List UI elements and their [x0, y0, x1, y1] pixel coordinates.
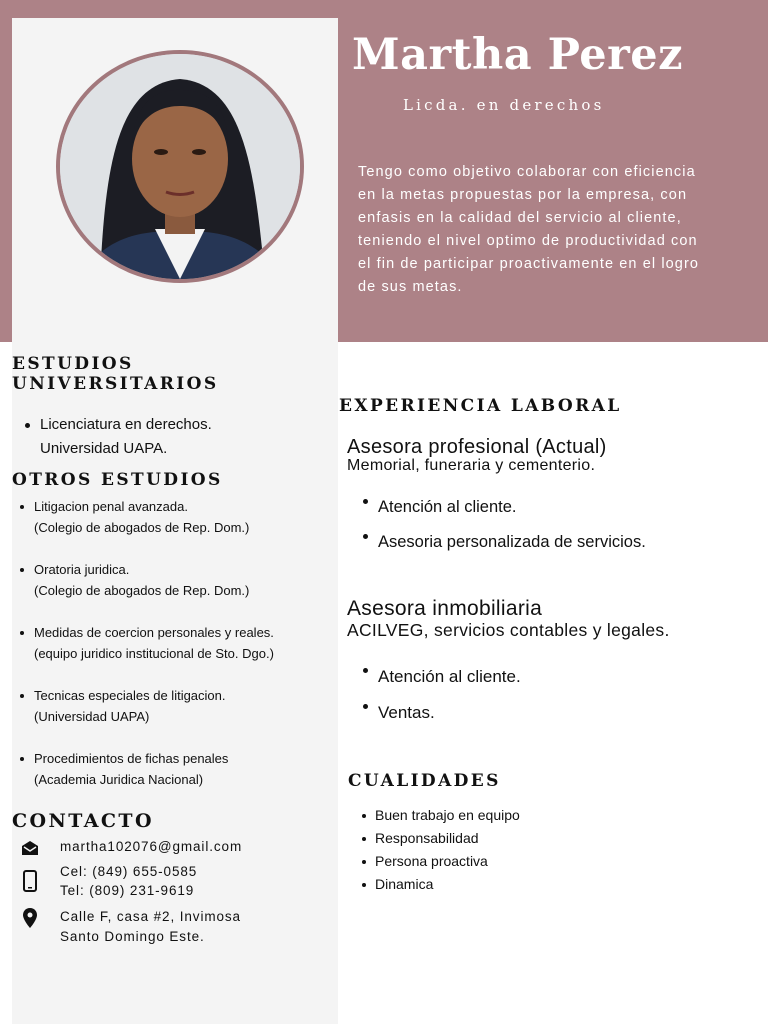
study-name: Litigacion penal avanzada. [34, 499, 188, 514]
other-study-item [18, 748, 334, 790]
education-degree: Licenciatura en derechos. [40, 416, 212, 433]
career-summary [358, 161, 753, 299]
summary-line: el fin de participar proactivamente en el logro [358, 256, 700, 272]
study-institution: (Universidad UAPA) [34, 709, 150, 724]
summary-line: Tengo como objetivo colaborar con eficiencia [358, 164, 696, 180]
quality-item: Buen trabajo en equipo [360, 804, 520, 827]
other-studies-list [18, 496, 334, 811]
study-name: Oratoria juridica. [34, 562, 130, 577]
job-duty: Atención al cliente. [360, 659, 521, 695]
location-pin-icon [20, 907, 40, 929]
contact-email[interactable]: martha102076@gmail.com [60, 839, 243, 854]
other-study-item [18, 622, 334, 664]
other-study-item [18, 685, 334, 727]
contact-address-line1: Calle F, casa #2, Invimosa [60, 909, 241, 924]
candidate-name: Martha Perez [352, 30, 684, 80]
summary-line: teniendo el nivel optimo de productividad con [358, 233, 698, 249]
other-study-item [18, 496, 334, 538]
qualities-heading: CUALIDADES [348, 771, 501, 791]
contact-email-row [20, 837, 242, 859]
contact-address-row [20, 907, 241, 947]
phone-icon [20, 862, 40, 900]
education-institution: Universidad UAPA. [40, 440, 168, 457]
contact-phone-tel[interactable]: Tel: (809) 231-9619 [60, 883, 195, 898]
education-heading [12, 354, 219, 394]
job-duties-list [360, 490, 646, 560]
study-institution: (equipo juridico institucional de Sto. Dgo.) [34, 646, 274, 661]
study-institution: (Academia Juridica Nacional) [34, 772, 204, 787]
summary-line: en la metas propuestas por la empresa, con [358, 187, 688, 203]
other-studies-heading: OTROS ESTUDIOS [12, 470, 223, 490]
education-heading-line1: ESTUDIOS [12, 354, 134, 374]
candidate-role: Licda. en derechos [403, 96, 605, 114]
job-duty: Asesoria personalizada de servicios. [360, 525, 646, 560]
study-institution: (Colegio de abogados de Rep. Dom.) [34, 520, 250, 535]
quality-item: Responsabilidad [360, 827, 520, 850]
contact-heading: CONTACTO [12, 810, 154, 832]
study-name: Procedimientos de fichas penales [34, 751, 229, 766]
quality-item: Persona proactiva [360, 850, 520, 873]
job-title: Asesora inmobiliaria [347, 597, 543, 620]
study-name: Tecnicas especiales de litigacion. [34, 688, 226, 703]
profile-photo [56, 50, 304, 283]
study-institution: (Colegio de abogados de Rep. Dom.) [34, 583, 250, 598]
job-organization: ACILVEG, servicios contables y legales. [347, 620, 670, 640]
other-study-item [18, 559, 334, 601]
contact-phone-row [20, 862, 197, 900]
job-title: Asesora profesional (Actual) [347, 436, 607, 458]
contact-address-line2: Santo Domingo Este. [60, 929, 205, 944]
education-heading-line2: UNIVERSITARIOS [12, 374, 219, 394]
education-item [22, 413, 332, 461]
job-organization: Memorial, funeraria y cementerio. [347, 457, 596, 474]
quality-item: Dinamica [360, 873, 520, 896]
contact-phone-cel[interactable]: Cel: (849) 655-0585 [60, 864, 198, 879]
experience-heading: EXPERIENCIA LABORAL [339, 396, 622, 416]
job-duty: Ventas. [360, 695, 521, 731]
study-name: Medidas de coercion personales y reales. [34, 625, 274, 640]
job-duty: Atención al cliente. [360, 490, 646, 525]
email-icon [20, 837, 40, 859]
job-duties-list [360, 659, 521, 731]
qualities-list [360, 804, 520, 896]
summary-line: de sus metas. [358, 279, 463, 295]
summary-line: enfasis en la calidad del servicio al cliente, [358, 210, 682, 226]
education-list [22, 413, 332, 461]
